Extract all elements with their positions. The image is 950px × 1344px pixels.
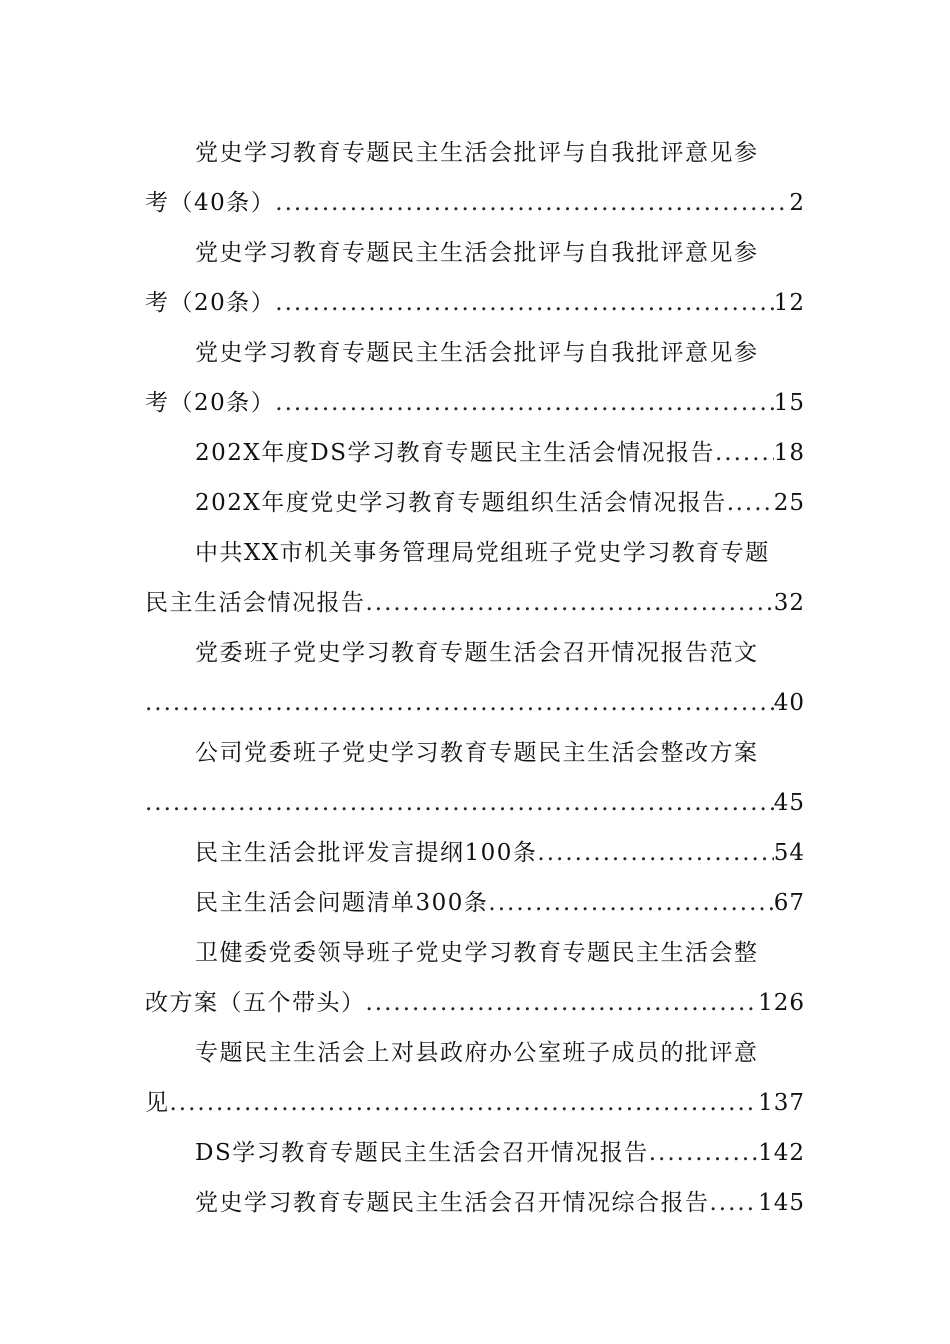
toc-entry[interactable] — [145, 728, 805, 828]
dot-leader — [710, 1178, 759, 1228]
dot-leader — [170, 1078, 759, 1128]
toc-entry-title: 党委班子党史学习教育专题生活会召开情况报告范文 — [195, 640, 759, 666]
toc-entry[interactable] — [145, 528, 805, 628]
toc-entry[interactable] — [145, 928, 805, 1028]
toc-entry-title: 民主生活会批评发言提纲100条 — [195, 840, 538, 866]
toc-entry[interactable] — [145, 1028, 805, 1128]
dot-leader — [366, 578, 774, 628]
toc-entry[interactable] — [145, 328, 805, 428]
toc-entry-title: 党史学习教育专题民主生活会批评与自我批评意见参 — [195, 140, 759, 166]
toc-entry[interactable] — [145, 128, 805, 228]
toc-entry[interactable] — [145, 478, 805, 528]
toc-entry[interactable] — [145, 828, 805, 878]
dot-leader — [488, 878, 773, 928]
dot-leader — [145, 678, 774, 728]
toc-entry-title: 党史学习教育专题民主生活会召开情况综合报告 — [195, 1190, 710, 1216]
toc-entry-title: 党史学习教育专题民主生活会批评与自我批评意见参 — [195, 340, 759, 366]
toc-entry-page-number: 15 — [773, 390, 805, 416]
toc-entry-page-number: 145 — [758, 1190, 805, 1216]
toc-entry-title: 卫健委党委领导班子党史学习教育专题民主生活会整 — [195, 940, 759, 966]
dot-leader — [736, 478, 774, 528]
toc-entry[interactable] — [145, 228, 805, 328]
toc-entry-title-continued: 考（20条） — [145, 390, 276, 416]
toc-entry-title: 202X年度DS学习教育专题民主生活会情况报告 — [195, 440, 715, 466]
dot-leader — [275, 178, 789, 228]
toc-entry-title: 202X年度党史学习教育专题组织生活会情况报告. — [195, 490, 736, 516]
toc-entry-title-continued: 考（20条） — [145, 290, 276, 316]
toc-entry[interactable] — [145, 428, 805, 478]
toc-entry-page-number: 142 — [758, 1140, 805, 1166]
toc-entry-page-number: 12 — [773, 290, 805, 316]
toc-entry-title: 党史学习教育专题民主生活会批评与自我批评意见参 — [195, 240, 759, 266]
toc-entry-page-number: 2 — [789, 190, 805, 216]
dot-leader — [537, 828, 773, 878]
dot-leader — [715, 428, 774, 478]
toc-entry-page-number: 45 — [773, 790, 805, 816]
toc-entry[interactable] — [145, 628, 805, 728]
toc-entry-page-number: 126 — [758, 990, 805, 1016]
toc-entry-title-continued: 见 — [145, 1090, 170, 1116]
toc-entry[interactable] — [145, 878, 805, 928]
toc-entry[interactable] — [145, 1128, 805, 1178]
toc-entry-page-number: 18 — [773, 440, 805, 466]
dot-leader — [145, 778, 774, 828]
toc-entry-page-number: 67 — [773, 890, 805, 916]
dot-leader — [275, 278, 773, 328]
dot-leader — [366, 978, 759, 1028]
dot-leader — [649, 1128, 758, 1178]
toc-entry-title: 民主生活会问题清单300条 — [195, 890, 489, 916]
toc-entry-page-number: 40 — [773, 690, 805, 716]
table-of-contents — [145, 128, 805, 1228]
toc-entry-page-number: 54 — [773, 840, 805, 866]
toc-entry[interactable] — [145, 1178, 805, 1228]
toc-entry-page-number: 137 — [758, 1090, 805, 1116]
toc-entry-title: 公司党委班子党史学习教育专题民主生活会整改方案 — [195, 740, 759, 766]
toc-entry-title: 中共XX市机关事务管理局党组班子党史学习教育专题 — [195, 540, 770, 566]
toc-entry-title-continued: 改方案（五个带头） — [145, 990, 366, 1016]
dot-leader — [275, 378, 773, 428]
toc-entry-title: 专题民主生活会上对县政府办公室班子成员的批评意 — [195, 1040, 759, 1066]
toc-entry-title-continued: 考（40条） — [145, 190, 276, 216]
toc-entry-page-number: 25 — [773, 490, 805, 516]
toc-entry-page-number: 32 — [773, 590, 805, 616]
toc-entry-title-continued: 民主生活会情况报告 — [145, 590, 366, 616]
toc-entry-title: DS学习教育专题民主生活会召开情况报告 — [195, 1140, 649, 1166]
